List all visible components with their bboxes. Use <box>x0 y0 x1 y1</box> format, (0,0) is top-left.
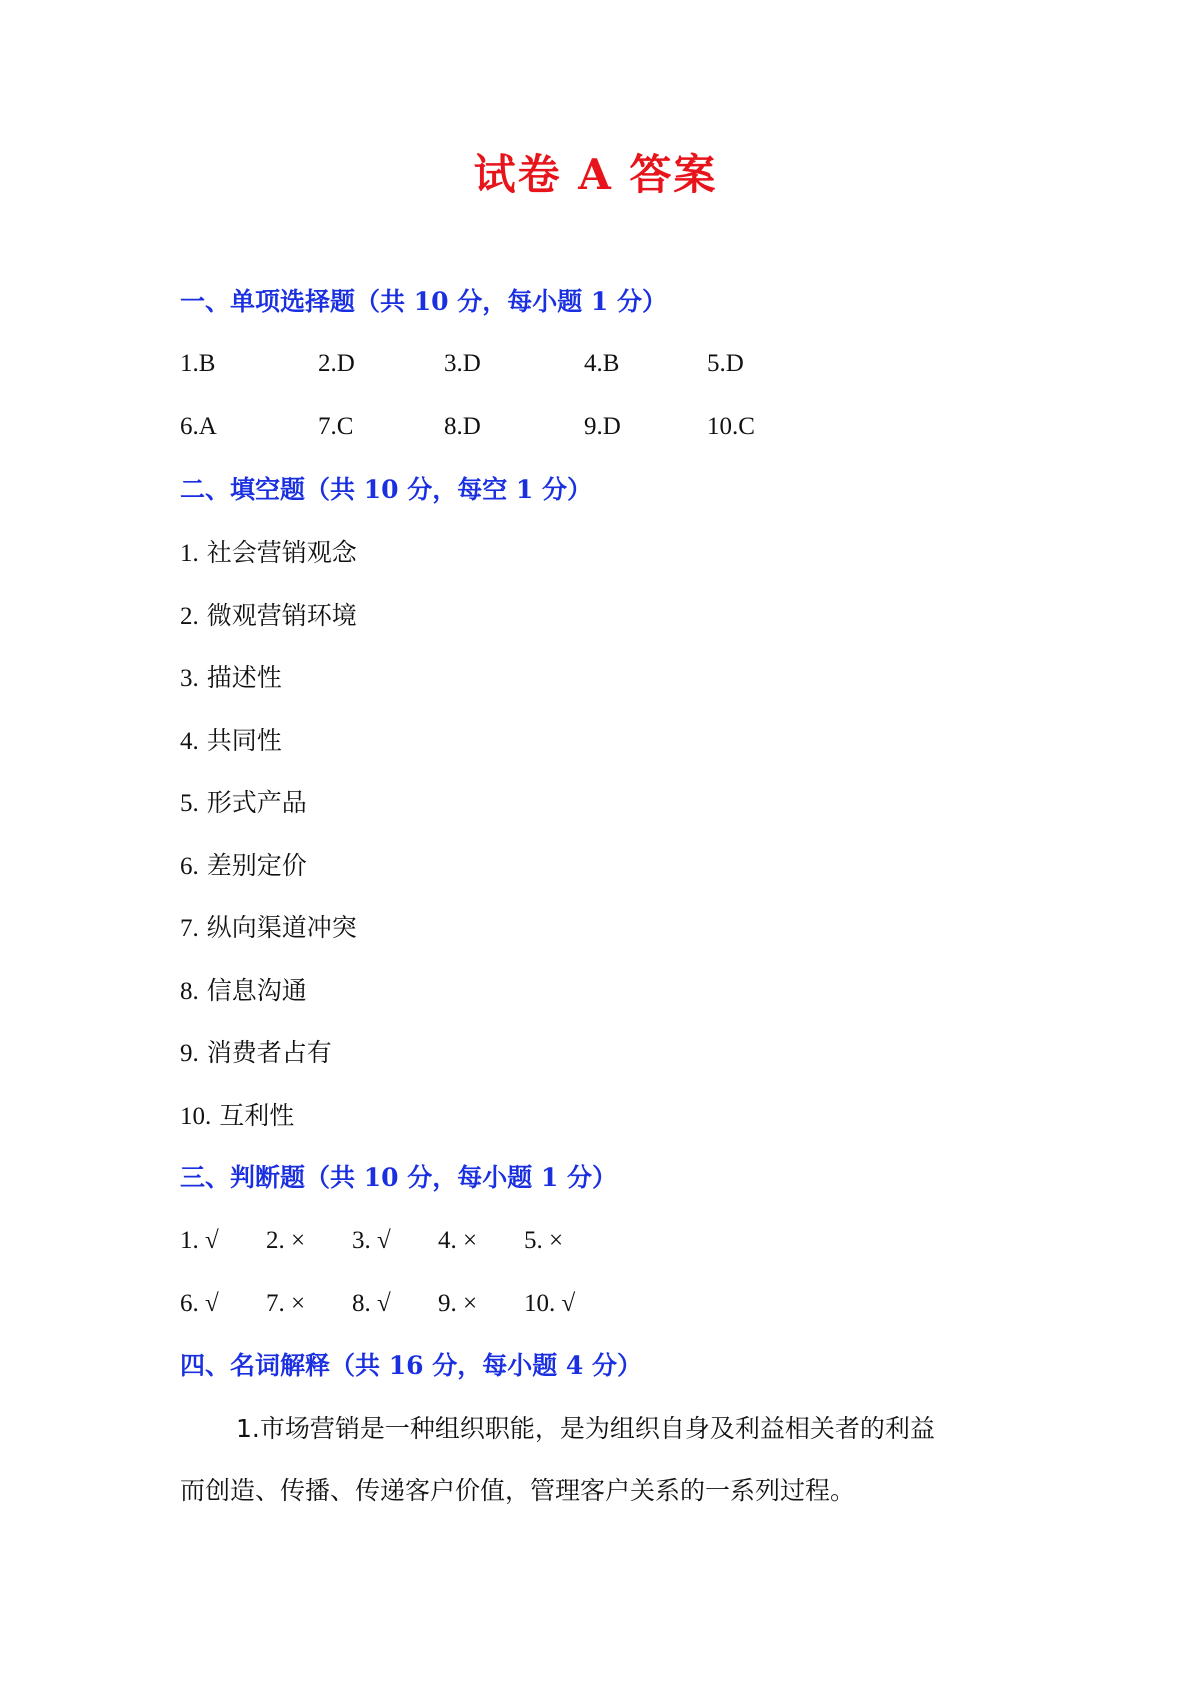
tf-answer: 1. √ <box>180 1227 219 1254</box>
tf-answer: 6. √ <box>180 1290 219 1317</box>
mc-answer: 2.D <box>318 350 355 377</box>
tf-answer: 5. × <box>524 1227 564 1254</box>
fill-blank-answer: 4. 共同性 <box>180 726 282 755</box>
mc-answer: 8.D <box>444 413 481 440</box>
mc-answer: 3.D <box>444 350 481 377</box>
tf-answer: 10. √ <box>524 1290 576 1317</box>
tf-answer: 7. × <box>266 1290 306 1317</box>
fill-blank-answer: 8. 信息沟通 <box>180 976 307 1005</box>
fill-blank-answer: 9. 消费者占有 <box>180 1038 332 1067</box>
section-heading-multiple-choice: 一、单项选择题（共 10 分，每小题 1 分） <box>180 287 668 316</box>
fill-blank-answer: 2. 微观营销环境 <box>180 601 357 630</box>
mc-answer: 1.B <box>180 350 216 377</box>
page-title: 试卷 A 答案 <box>473 150 718 199</box>
mc-answer: 9.D <box>584 413 621 440</box>
tf-answer: 2. × <box>266 1227 306 1254</box>
fill-blank-answer: 7. 纵向渠道冲突 <box>180 913 357 942</box>
fill-blank-answer: 5. 形式产品 <box>180 788 307 817</box>
mc-answer: 6.A <box>180 413 217 440</box>
tf-answer: 3. √ <box>352 1227 391 1254</box>
fill-blank-answer: 1. 社会营销观念 <box>180 538 357 567</box>
fill-blank-answer: 10. 互利性 <box>180 1101 295 1130</box>
section-heading-term-definitions: 四、名词解释（共 16 分，每小题 4 分） <box>180 1351 643 1380</box>
mc-answer: 5.D <box>707 350 744 377</box>
tf-answer: 4. × <box>438 1227 478 1254</box>
section-heading-fill-blank: 二、填空题（共 10 分，每空 1 分） <box>180 475 593 504</box>
mc-answer: 7.C <box>318 413 354 440</box>
definition-paragraph-line: 而创造、传播、传递客户价值，管理客户关系的一系列过程。 <box>180 1476 856 1505</box>
definition-paragraph-line: 1.市场营销是一种组织职能，是为组织自身及利益相关者的利益 <box>236 1414 935 1443</box>
tf-answer: 8. √ <box>352 1290 391 1317</box>
tf-answer: 9. × <box>438 1290 478 1317</box>
mc-answer: 10.C <box>707 413 755 440</box>
fill-blank-answer: 6. 差别定价 <box>180 851 307 880</box>
mc-answer: 4.B <box>584 350 620 377</box>
fill-blank-answer: 3. 描述性 <box>180 663 282 692</box>
section-heading-true-false: 三、判断题（共 10 分，每小题 1 分） <box>180 1163 618 1192</box>
